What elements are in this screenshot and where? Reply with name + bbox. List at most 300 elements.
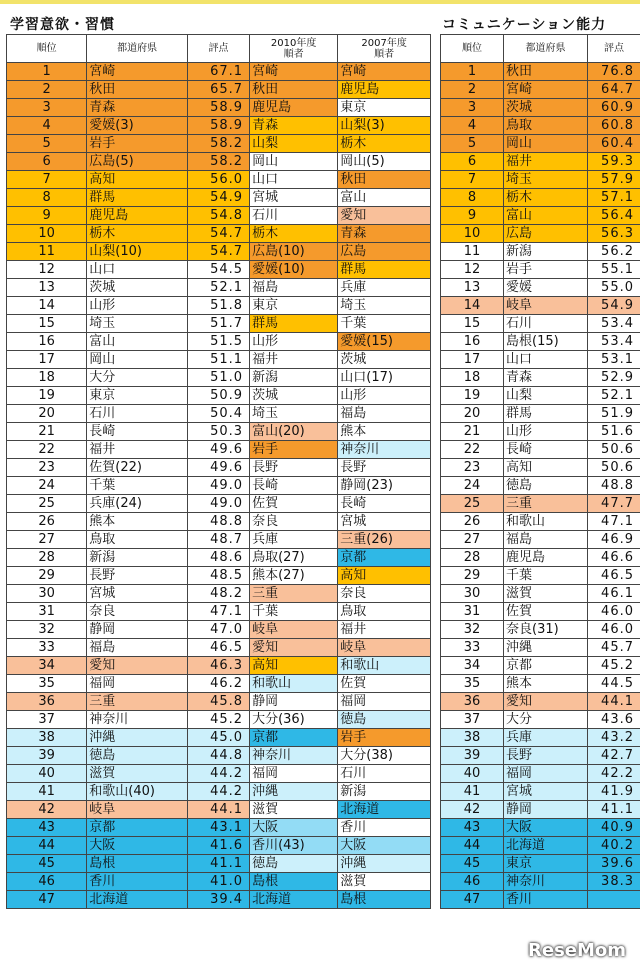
score-cell: 56.0 [187,171,249,189]
prefecture-cell: 沖縄 [87,729,188,747]
score-cell: 41.1 [187,855,249,873]
rank-cell: 31 [441,603,504,621]
table-row [7,765,431,783]
rank-2010-cell: 島根 [250,873,338,891]
table-row [7,657,431,675]
rank-cell: 6 [7,153,87,171]
table-row [441,351,640,369]
score-cell: 50.4 [187,405,249,423]
rank-2007-cell: 愛媛(15) [338,333,431,351]
table-row [441,459,640,477]
score-cell: 48.6 [187,549,249,567]
rank-2007-cell: 佐賀 [338,675,431,693]
table-row [441,711,640,729]
score-cell: 38.3 [588,873,640,891]
table-row [7,783,431,801]
rank-2007-cell: 山梨(3) [338,117,431,135]
rank-2010-cell: 神奈川 [250,747,338,765]
prefecture-cell: 岩手 [87,135,188,153]
score-cell: 42.2 [588,765,640,783]
score-cell: 45.2 [187,711,249,729]
prefecture-cell: 神奈川 [87,711,188,729]
table-row [441,567,640,585]
rank-cell: 25 [7,495,87,513]
prefecture-cell: 北海道 [87,891,188,909]
score-cell: 65.7 [187,81,249,99]
table-row [7,369,431,387]
score-cell: 57.9 [588,171,640,189]
rank-2010-cell: 京都 [250,729,338,747]
score-cell: 45.8 [187,693,249,711]
rank-2010-cell: 山形 [250,333,338,351]
rank-cell: 41 [7,783,87,801]
rank-2007-cell: 高知 [338,567,431,585]
table-row [441,387,640,405]
rank-cell: 35 [7,675,87,693]
table-row [7,63,431,81]
rank-cell: 39 [7,747,87,765]
rank-cell: 20 [441,405,504,423]
score-cell: 49.0 [187,477,249,495]
rank-2010-cell: 宮城 [250,189,338,207]
rank-2007-cell: 滋賀 [338,873,431,891]
prefecture-cell: 佐賀 [504,603,588,621]
table-row [441,423,640,441]
table-row [441,531,640,549]
rank-cell: 22 [7,441,87,459]
rank-cell: 11 [7,243,87,261]
score-cell: 41.6 [187,837,249,855]
prefecture-cell: 鳥取 [87,531,188,549]
rank-cell: 27 [441,531,504,549]
prefecture-cell: 茨城 [87,279,188,297]
table-row [441,585,640,603]
rank-2010-cell: 茨城 [250,387,338,405]
rank-cell: 45 [7,855,87,873]
score-cell: 50.6 [588,441,640,459]
rank-cell: 9 [441,207,504,225]
table-row [441,729,640,747]
prefecture-cell: 徳島 [87,747,188,765]
prefecture-cell: 長野 [87,567,188,585]
prefecture-cell: 福岡 [87,675,188,693]
rank-cell: 23 [441,459,504,477]
table-row [7,135,431,153]
right-section-title: コミュニケーション能力 [442,17,607,33]
prefecture-cell: 福島 [87,639,188,657]
table-row [7,261,431,279]
rank-2007-cell: 北海道 [338,801,431,819]
prefecture-cell: 山口 [504,351,588,369]
score-cell: 46.5 [588,567,640,585]
score-cell: 51.6 [588,423,640,441]
prefecture-cell: 静岡 [504,801,588,819]
rank-cell: 8 [7,189,87,207]
table-row [441,315,640,333]
score-cell: 50.6 [588,459,640,477]
rank-cell: 37 [7,711,87,729]
table-row [7,153,431,171]
rank-2010-cell: 鳥取(27) [250,549,338,567]
rank-2007-cell: 岐阜 [338,639,431,657]
score-cell: 56.4 [588,207,640,225]
rank-cell: 11 [441,243,504,261]
table-row [7,171,431,189]
score-cell: 49.0 [187,495,249,513]
rank-cell: 15 [441,315,504,333]
score-cell: 60.8 [588,117,640,135]
rank-cell: 46 [441,873,504,891]
score-cell: 58.9 [187,117,249,135]
rank-cell: 40 [7,765,87,783]
table-row [7,531,431,549]
rank-cell: 27 [7,531,87,549]
communication-ability-table [440,34,640,909]
rank-2007-cell: 愛知 [338,207,431,225]
prefecture-cell: 佐賀(22) [87,459,188,477]
prefecture-cell: 新潟 [87,549,188,567]
rank-cell: 26 [441,513,504,531]
rank-2007-cell: 奈良 [338,585,431,603]
table-row [7,477,431,495]
rank-cell: 3 [441,99,504,117]
score-cell: 48.5 [187,567,249,585]
rank-cell: 5 [441,135,504,153]
table-row [7,747,431,765]
rank-2007-cell: 京都 [338,549,431,567]
table-row [7,423,431,441]
score-cell: 76.8 [588,63,640,81]
rank-2007-cell: 山形 [338,387,431,405]
prefecture-cell: 大阪 [87,837,188,855]
rank-cell: 36 [441,693,504,711]
header-rank: 順位 [441,35,504,63]
rank-2007-cell: 青森 [338,225,431,243]
rank-2007-cell: 福岡 [338,693,431,711]
rank-cell: 4 [441,117,504,135]
rank-2007-cell: 群馬 [338,261,431,279]
rank-2010-cell: 和歌山 [250,675,338,693]
table-row [7,81,431,99]
score-cell: 59.3 [588,153,640,171]
score-cell: 40.2 [588,837,640,855]
table-row [7,243,431,261]
score-cell: 42.7 [588,747,640,765]
rank-cell: 5 [7,135,87,153]
prefecture-cell: 徳島 [504,477,588,495]
rank-cell: 32 [441,621,504,639]
score-cell: 41.9 [588,783,640,801]
table-row [7,117,431,135]
table-row [7,459,431,477]
rank-2010-cell: 千葉 [250,603,338,621]
rank-2010-cell: 滋賀 [250,801,338,819]
prefecture-cell: 大阪 [504,819,588,837]
score-cell: 54.9 [588,297,640,315]
prefecture-cell: 栃木 [87,225,188,243]
table-row [441,297,640,315]
rank-2010-cell: 東京 [250,297,338,315]
table-row [441,333,640,351]
table-row [7,333,431,351]
table-row [441,189,640,207]
score-cell: 54.8 [187,207,249,225]
score-cell: 55.0 [588,279,640,297]
score-cell: 49.6 [187,441,249,459]
table-row [7,819,431,837]
table-row [7,891,431,909]
rank-2010-cell: 新潟 [250,369,338,387]
table-row [7,549,431,567]
prefecture-cell: 広島(5) [87,153,188,171]
prefecture-cell: 高知 [87,171,188,189]
rank-cell: 33 [441,639,504,657]
prefecture-cell: 宮崎 [87,63,188,81]
prefecture-cell: 鳥取 [504,117,588,135]
table-row [441,225,640,243]
prefecture-cell: 千葉 [504,567,588,585]
rank-2010-cell: 徳島 [250,855,338,873]
table-row [441,873,640,891]
score-cell: 53.1 [588,351,640,369]
prefecture-cell: 群馬 [87,189,188,207]
prefecture-cell: 群馬 [504,405,588,423]
table-row [7,513,431,531]
prefecture-cell: 沖縄 [504,639,588,657]
score-cell: 44.2 [187,783,249,801]
prefecture-cell: 島根 [87,855,188,873]
rank-2007-cell: 神奈川 [338,441,431,459]
rank-cell: 34 [441,657,504,675]
resemom-watermark: ReseMom [528,940,627,961]
table-row [441,765,640,783]
table-row [441,279,640,297]
table-row [441,513,640,531]
prefecture-cell: 秋田 [504,63,588,81]
rank-2010-cell: 北海道 [250,891,338,909]
rank-cell: 8 [441,189,504,207]
header-score: 評点 [187,35,249,63]
prefecture-cell: 兵庫 [504,729,588,747]
rank-2007-cell: 東京 [338,99,431,117]
prefecture-cell: 滋賀 [87,765,188,783]
rank-cell: 17 [7,351,87,369]
score-cell: 60.9 [588,99,640,117]
learning-motivation-table [6,34,431,909]
rank-cell: 2 [7,81,87,99]
rank-cell: 10 [7,225,87,243]
rank-cell: 42 [441,801,504,819]
prefecture-cell: 奈良(31) [504,621,588,639]
prefecture-cell: 静岡 [87,621,188,639]
score-cell: 57.1 [588,189,640,207]
score-cell: 50.3 [187,423,249,441]
rank-cell: 2 [441,81,504,99]
table-row [7,225,431,243]
score-cell: 49.6 [187,459,249,477]
table-row [7,639,431,657]
rank-cell: 32 [7,621,87,639]
prefecture-cell: 広島 [504,225,588,243]
rank-2010-cell: 静岡 [250,693,338,711]
rank-cell: 10 [441,225,504,243]
rank-cell: 24 [441,477,504,495]
table-row [441,477,640,495]
table-row [441,819,640,837]
rank-2010-cell: 山梨 [250,135,338,153]
rank-2007-cell: 鳥取 [338,603,431,621]
score-cell: 64.7 [588,81,640,99]
score-cell: 56.2 [588,243,640,261]
rank-2010-cell: 長野 [250,459,338,477]
rank-2007-cell: 茨城 [338,351,431,369]
table-row [7,567,431,585]
rank-cell: 7 [441,171,504,189]
rank-cell: 43 [7,819,87,837]
table-row [7,729,431,747]
prefecture-cell: 熊本 [87,513,188,531]
header-prefecture: 都道府県 [504,35,588,63]
rank-cell: 20 [7,405,87,423]
table-row [7,621,431,639]
rank-2010-cell: 石川 [250,207,338,225]
rank-2010-cell: 福井 [250,351,338,369]
score-cell: 54.7 [187,243,249,261]
rank-cell: 15 [7,315,87,333]
prefecture-cell: 兵庫(24) [87,495,188,513]
prefecture-cell: 栃木 [504,189,588,207]
prefecture-cell: 三重 [504,495,588,513]
prefecture-cell: 愛媛 [504,279,588,297]
rank-cell: 44 [441,837,504,855]
score-cell: 48.2 [187,585,249,603]
prefecture-cell: 和歌山(40) [87,783,188,801]
rank-2007-cell: 埼玉 [338,297,431,315]
rank-cell: 40 [441,765,504,783]
rank-cell: 34 [7,657,87,675]
table-row [441,117,640,135]
rank-cell: 4 [7,117,87,135]
rank-2007-cell: 福島 [338,405,431,423]
prefecture-cell: 三重 [87,693,188,711]
rank-2010-cell: 三重 [250,585,338,603]
score-cell: 43.2 [588,729,640,747]
rank-cell: 21 [7,423,87,441]
table-row [7,189,431,207]
prefecture-cell: 富山 [504,207,588,225]
score-cell: 50.9 [187,387,249,405]
rank-cell: 45 [441,855,504,873]
prefecture-cell: 富山 [87,333,188,351]
table-row [441,99,640,117]
rank-cell: 42 [7,801,87,819]
prefecture-cell: 大分 [87,369,188,387]
table-row [7,873,431,891]
prefecture-cell: 茨城 [504,99,588,117]
rank-2010-cell: 愛知 [250,639,338,657]
rank-cell: 43 [441,819,504,837]
prefecture-cell: 新潟 [504,243,588,261]
rank-2007-cell: 岩手 [338,729,431,747]
rank-2007-cell: 香川 [338,819,431,837]
prefecture-cell: 熊本 [504,675,588,693]
table-row [441,783,640,801]
header-2010: 2010年度 順者 [250,35,338,63]
rank-2010-cell: 鹿児島 [250,99,338,117]
score-cell: 54.5 [187,261,249,279]
rank-cell: 18 [441,369,504,387]
rank-2007-cell: 福井 [338,621,431,639]
rank-cell: 7 [7,171,87,189]
table-header-row [441,35,640,63]
score-cell: 46.1 [588,585,640,603]
score-cell: 51.9 [588,405,640,423]
prefecture-cell: 埼玉 [87,315,188,333]
rank-2007-cell: 長崎 [338,495,431,513]
prefecture-cell: 青森 [87,99,188,117]
rank-cell: 3 [7,99,87,117]
table-row [7,585,431,603]
score-cell: 52.9 [588,369,640,387]
table-row [441,153,640,171]
rank-2010-cell: 山口 [250,171,338,189]
prefecture-cell: 長崎 [87,423,188,441]
table-row [441,171,640,189]
table-row [7,315,431,333]
score-cell: 39.6 [588,855,640,873]
rank-2010-cell: 高知 [250,657,338,675]
score-cell: 44.1 [187,801,249,819]
rank-cell: 6 [441,153,504,171]
rank-cell: 47 [7,891,87,909]
prefecture-cell: 山形 [504,423,588,441]
prefecture-cell: 東京 [87,387,188,405]
rank-cell: 44 [7,837,87,855]
rank-2010-cell: 沖縄 [250,783,338,801]
rank-2010-cell: 福島 [250,279,338,297]
rank-2010-cell: 岡山 [250,153,338,171]
rank-2007-cell: 静岡(23) [338,477,431,495]
score-cell [588,891,640,909]
rank-cell: 38 [7,729,87,747]
rank-2007-cell: 島根 [338,891,431,909]
prefecture-cell: 福井 [504,153,588,171]
rank-2010-cell: 秋田 [250,81,338,99]
table-row [441,81,640,99]
prefecture-cell: 福岡 [504,765,588,783]
score-cell: 47.0 [187,621,249,639]
rank-cell: 30 [441,585,504,603]
rank-2010-cell: 岐阜 [250,621,338,639]
prefecture-cell: 埼玉 [504,171,588,189]
prefecture-cell: 島根(15) [504,333,588,351]
rank-cell: 28 [441,549,504,567]
score-cell: 43.1 [187,819,249,837]
table-row [7,405,431,423]
rank-2007-cell: 熊本 [338,423,431,441]
rank-2007-cell: 和歌山 [338,657,431,675]
rank-cell: 13 [441,279,504,297]
table-row [441,693,640,711]
table-row [7,99,431,117]
rank-cell: 28 [7,549,87,567]
prefecture-cell: 山口 [87,261,188,279]
rank-cell: 38 [441,729,504,747]
prefecture-cell: 高知 [504,459,588,477]
rank-cell: 18 [7,369,87,387]
rank-2007-cell: 新潟 [338,783,431,801]
rank-cell: 37 [441,711,504,729]
